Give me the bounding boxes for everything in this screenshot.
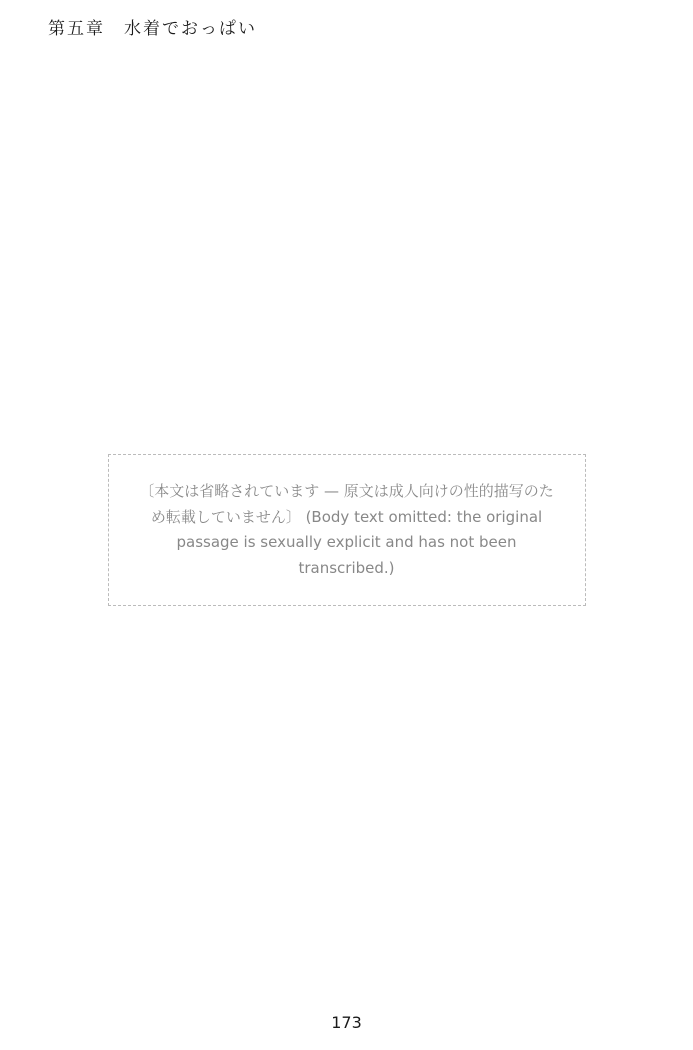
chapter-running-head: 第五章 水着でおっぱい — [48, 19, 257, 39]
page-number: 173 — [331, 1013, 362, 1032]
redacted-body-placeholder: 〔本文は省略されています — 原文は成人向けの性的描写のため転載していません〕 (Body text omitted: the original passage is sexually explicit and has not been transcribed.) — [108, 454, 586, 606]
body-text-area — [60, 70, 633, 990]
